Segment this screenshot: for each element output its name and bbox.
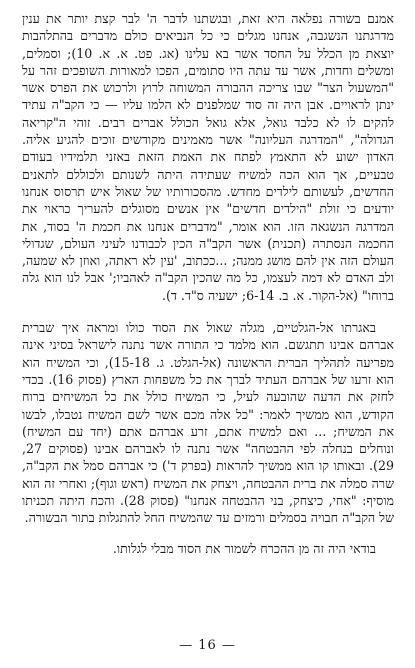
paragraph-2: באגרתו אל-הגלטיים, מגלה שאול את הסוד כולו ומראה איך שברית אברהם אבינו תתגשם. הוא מלמד כי התורה אשר נתנה לישראל בסיני אינה מפריעה לתהליך הברית הראשונה (אל-הגלט. ג. 15-18), וכי המשיח הוא הוא זרעו של אברהם העתיד לברך את כל משפחות הארץ (פסוק 16). בכדי לחזק את הדעה שהובעה לעיל, כי המשיח כולל את כל המשיחים ברוח הקודש, הוא ממשיך לאמר: "כל אלה מכם אשר לשם המשיח נטבלו, לבשו את המשיח; ... ואם למשיח אתם, זרע אברהם אתם (יחד עם המשיח) ונוחלים בנחלה לפי ההבטחה" אשר נתנה לו לאברהם אבינו (פסוקים 27, 29). ובאותו קו הוא ממשיך להראות (בפרק ד') כי אברהם סמל את הקב"ה, שרה סמלה את ברית ההבטחה, ויצחק את המשיח (ראש וגוף); ואחרי זה הוא מוסיף: "אחי, כיצחק, בני ההבטחה אנחנו" (פסוק 28). והכח היתה תכניתו של הקב"ה חבויה בסמלים ורמזים עד שהמשיח החל להתגלות בתור הבשורה. xyxy=(22,320,395,526)
paragraph-3: בודאי היה זה מן ההכרח לשמור את הסוד מבלי לגלותו. xyxy=(112,540,376,556)
page-number: — 16 — xyxy=(179,638,236,653)
paragraph-1: אמנם בשורה נפלאה היא זאת, ובגשתנו לדבר ה' לבר קצת יותר את ענין מדרגתנו הנשגבה, אנחנו מגלים כי כל הנביאים כולם מדברים בהתלהבות יוצאת מן הכלל על החסד אשר בא עלינו (אג. פט. א. א. 10); וסמלים, ומשלים וחדות, אשר עד עתה היו סתומים, הפכו למאורות השופכים זהר על "המשעול הצר" שבו צריכה ההבורה המשוחה לרוץ ולרכוש את הפרס אשר ינתן לראויים. אבן היה זה סוד שמלפנים לא הלמו עליו — כי הקב"ה עתיד להקים לו לא כלבד גואל, אלא גואל הכולל אברים רבים. זוהי ה"קריאה הגדולה", "המדרגה העליונה" אשר מאמינים מקודשים זוכים להגיע אליה. האדון ישוע לא התאמץ לפתח את האמת הזאת באזני תלמידיו בעודם טבעיים, אך הוא הכה למשיח שעתידה היתה לשנותם ולכוללם לתאנים החדשים, לעשותם לילדים מחדש. מהסכורותיו של שאול איש תרסוס אנחנו יודעים כי זולת "הילדים חדשים" אין אנשים מסוגלים להעריך כראוי את המדרגה הנשגאה הזו. הוא אומר, "מדברים אנחנו את חכמת ה' בסוד, את החכמה הנסתרה (תכנית) אשר הקב"ה הכין לכבודנו לעיני העולם, שגדולי העולם הזה אין להם מושג ממנה; ...ככתוב, 'עין לא ראתה, ואוזן לא שמעה, ולב האדם לא דמה לעצמו, כל מה שהכין הקב"ה לאהביו;' אבל לנו הוא גלה ברוחו" (אל-הקור. א. ב. 6-14; ישעיה ס"ד. ד). xyxy=(22,11,395,303)
body-text xyxy=(22,10,394,557)
